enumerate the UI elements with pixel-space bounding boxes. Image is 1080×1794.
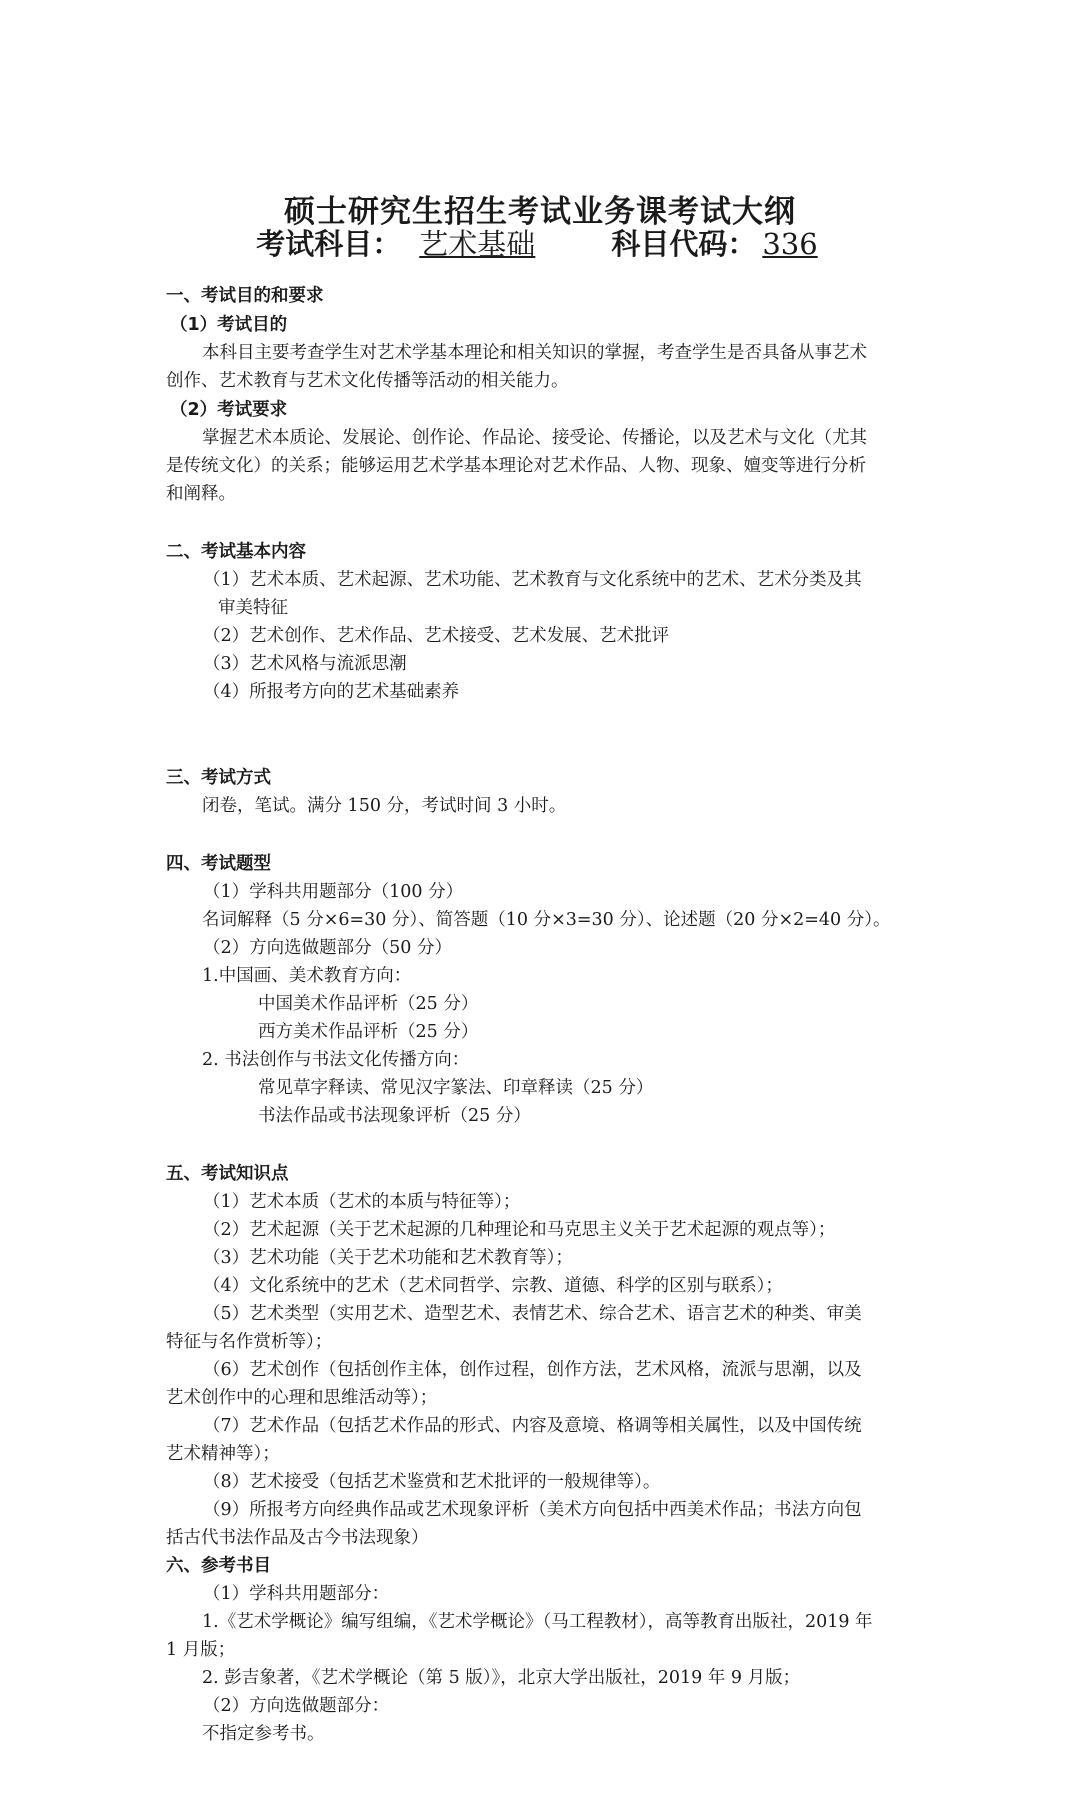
reference-item-continuation: 1 月版； — [166, 1640, 236, 1660]
reference-item: 2. 彭吉象著，《艺术学概论（第 5 版）》，北京大学出版社，2019 年 9 月版； — [202, 1668, 801, 1688]
paragraph-line: 不指定参考书。 — [202, 1724, 325, 1744]
subheading-purpose: （1）考试目的 — [170, 315, 288, 335]
paragraph-line: 是传统文化）的关系；能够运用艺术学基本理论对艺术作品、人物、现象、嬗变等进行分析 — [166, 456, 866, 476]
subject-line — [0, 222, 1080, 263]
list-item-continuation: 艺术创作中的心理和思维活动等）； — [166, 1388, 438, 1408]
section-heading-6: 六、参考书目 — [166, 1556, 271, 1576]
paragraph-line: 掌握艺术本质论、发展论、创作论、作品论、接受论、传播论，以及艺术与文化（尤其 — [202, 428, 867, 448]
section-heading-3: 三、考试方式 — [166, 768, 271, 788]
section-heading-1: 一、考试目的和要求 — [166, 286, 324, 306]
list-item: （5）艺术类型（实用艺术、造型艺术、表情艺术、综合艺术、语言艺术的种类、审美 — [203, 1304, 862, 1324]
list-item: （1）学科共用题部分： — [203, 1584, 390, 1604]
document-title: 硕士研究生招生考试业务课考试大纲 — [284, 194, 796, 230]
paragraph-line: 本科目主要考查学生对艺术学基本理论和相关知识的掌握，考查学生是否具备从事艺术 — [202, 343, 867, 363]
section-heading-2: 二、考试基本内容 — [166, 542, 306, 562]
list-item-continuation: 括古代书法作品及古今书法现象） — [166, 1528, 429, 1548]
list-item-continuation: 特征与名作赏析等）； — [166, 1332, 333, 1352]
list-item: 书法作品或书法现象评析（25 分） — [258, 1106, 531, 1126]
list-item-continuation: 审美特征 — [218, 598, 288, 618]
list-item: （2）方向选做题部分： — [203, 1696, 390, 1716]
list-item: （1）学科共用题部分（100 分） — [203, 882, 464, 902]
list-item: （3）艺术风格与流派思潮 — [203, 654, 407, 674]
list-item: 常见草字释读、常见汉字篆法、印章释读（25 分） — [258, 1078, 654, 1098]
code-value: 336 — [762, 227, 818, 261]
list-item: （4）文化系统中的艺术（艺术同哲学、宗教、道德、科学的区别与联系）； — [203, 1276, 783, 1296]
list-item: （4）所报考方向的艺术基础素养 — [203, 682, 460, 702]
paragraph-line: 名词解释（5 分×6=30 分）、简答题（10 分×3=30 分）、论述题（20 分×2=40 分）。 — [202, 910, 891, 930]
list-item: （9）所报考方向经典作品或艺术现象评析（美术方向包括中西美术作品；书法方向包 — [203, 1500, 862, 1520]
list-item: 2. 书法创作与书法文化传播方向： — [202, 1050, 470, 1070]
list-item: 中国美术作品评析（25 分） — [258, 994, 479, 1014]
code-label: 科目代码： — [611, 227, 757, 261]
list-item: （1）艺术本质、艺术起源、艺术功能、艺术教育与文化系统中的艺术、艺术分类及其 — [203, 570, 862, 590]
list-item: （2）方向选做题部分（50 分） — [203, 938, 452, 958]
list-item: （7）艺术作品（包括艺术作品的形式、内容及意境、格调等相关属性，以及中国传统 — [203, 1416, 862, 1436]
list-item: 1.中国画、美术教育方向： — [202, 966, 412, 986]
subheading-requirements: （2）考试要求 — [170, 400, 288, 420]
list-item: （1）艺术本质（艺术的本质与特征等）； — [203, 1192, 521, 1212]
reference-item: 1.《艺术学概论》编写组编，《艺术学概论》（马工程教材），高等教育出版社，2019 年 — [202, 1612, 873, 1632]
list-item: （8）艺术接受（包括艺术鉴赏和艺术批评的一般规律等）。 — [203, 1472, 661, 1492]
subject-label: 考试科目： — [256, 227, 402, 261]
subject-value: 艺术基础 — [419, 227, 536, 261]
list-item: 西方美术作品评析（25 分） — [258, 1022, 479, 1042]
list-item: （6）艺术创作（包括创作主体，创作过程，创作方法，艺术风格，流派与思潮，以及 — [203, 1360, 862, 1380]
list-item: （2）艺术创作、艺术作品、艺术接受、艺术发展、艺术批评 — [203, 626, 670, 646]
list-item: （3）艺术功能（关于艺术功能和艺术教育等）； — [203, 1248, 573, 1268]
paragraph-line: 创作、艺术教育与艺术文化传播等活动的相关能力。 — [166, 371, 569, 391]
section-heading-5: 五、考试知识点 — [166, 1164, 289, 1184]
list-item-continuation: 艺术精神等）； — [166, 1444, 280, 1464]
paragraph-line: 和阐释。 — [166, 484, 236, 504]
list-item: （2）艺术起源（关于艺术起源的几种理论和马克思主义关于艺术起源的观点等）； — [203, 1220, 836, 1240]
section-heading-4: 四、考试题型 — [166, 854, 271, 874]
paragraph-line: 闭卷，笔试。满分 150 分，考试时间 3 小时。 — [202, 796, 567, 816]
